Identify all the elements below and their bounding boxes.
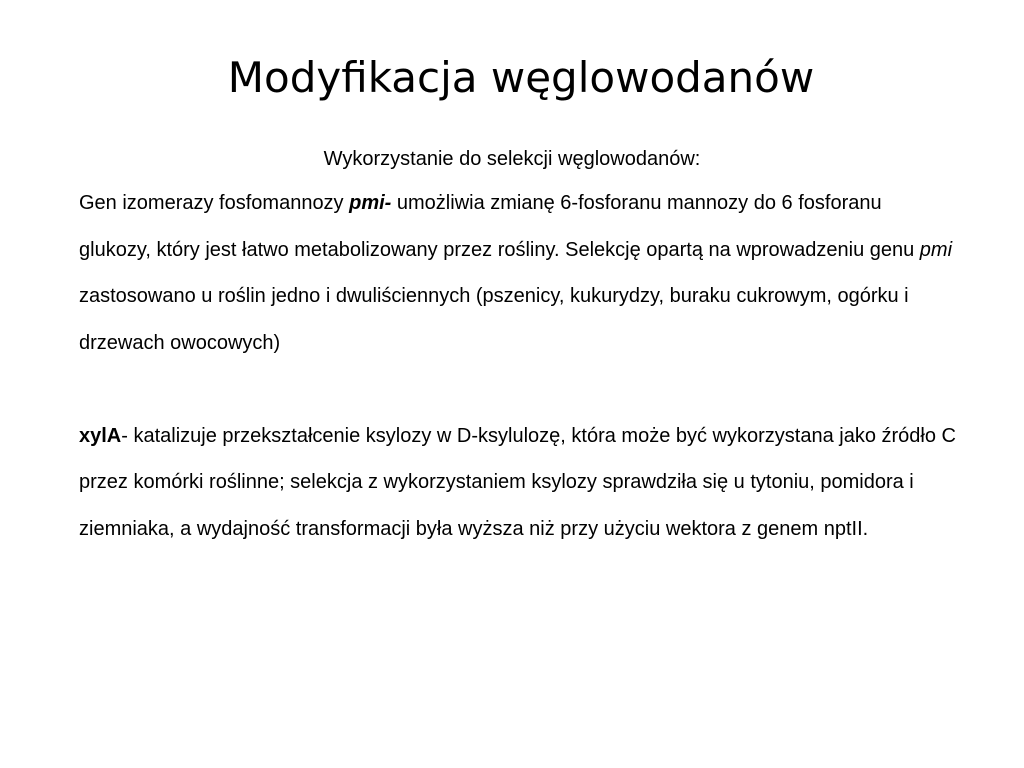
slide-title: Modyfikacja węglowodanów	[227, 53, 815, 102]
paragraph-pmi	[79, 180, 959, 366]
pmi-text-1: Gen izomerazy fosfomannozy	[79, 192, 350, 214]
pmi-text-2: umożliwia zmianę 6-fosforanu mannozy do 6 fosforanu glukozy, który jest łatwo metabolizowany przez rośliny. Selekcję opartą na wprowadzeniu genu	[79, 192, 920, 261]
xyla-text: - katalizuje przekształcenie ksylozy w D-ksylulozę, która może być wykorzystana jako źródło C przez komórki roślinne; selekcja z wykorzystaniem ksylozy sprawdziła się u tytoniu, pomidora i ziemniaka, a wydajność transformacji była wyższa niż przy użyciu wektora z genem nptII.	[79, 424, 956, 540]
pmi-text-3: zastosowano u roślin jedno i dwuliściennych (pszenicy, kukurydzy, buraku cukrowym, ogórku i drzewach owocowych)	[79, 285, 909, 354]
paragraph-xyla	[79, 413, 959, 553]
gene-pmi-italic: pmi	[919, 238, 953, 261]
slide-subtitle: Wykorzystanie do selekcji węglowodanów:	[323, 148, 701, 170]
gene-pmi-bold: pmi-	[349, 192, 392, 214]
gene-xyla: xylA	[79, 424, 122, 447]
slide-body	[79, 180, 959, 552]
paragraph-gap	[79, 366, 959, 413]
